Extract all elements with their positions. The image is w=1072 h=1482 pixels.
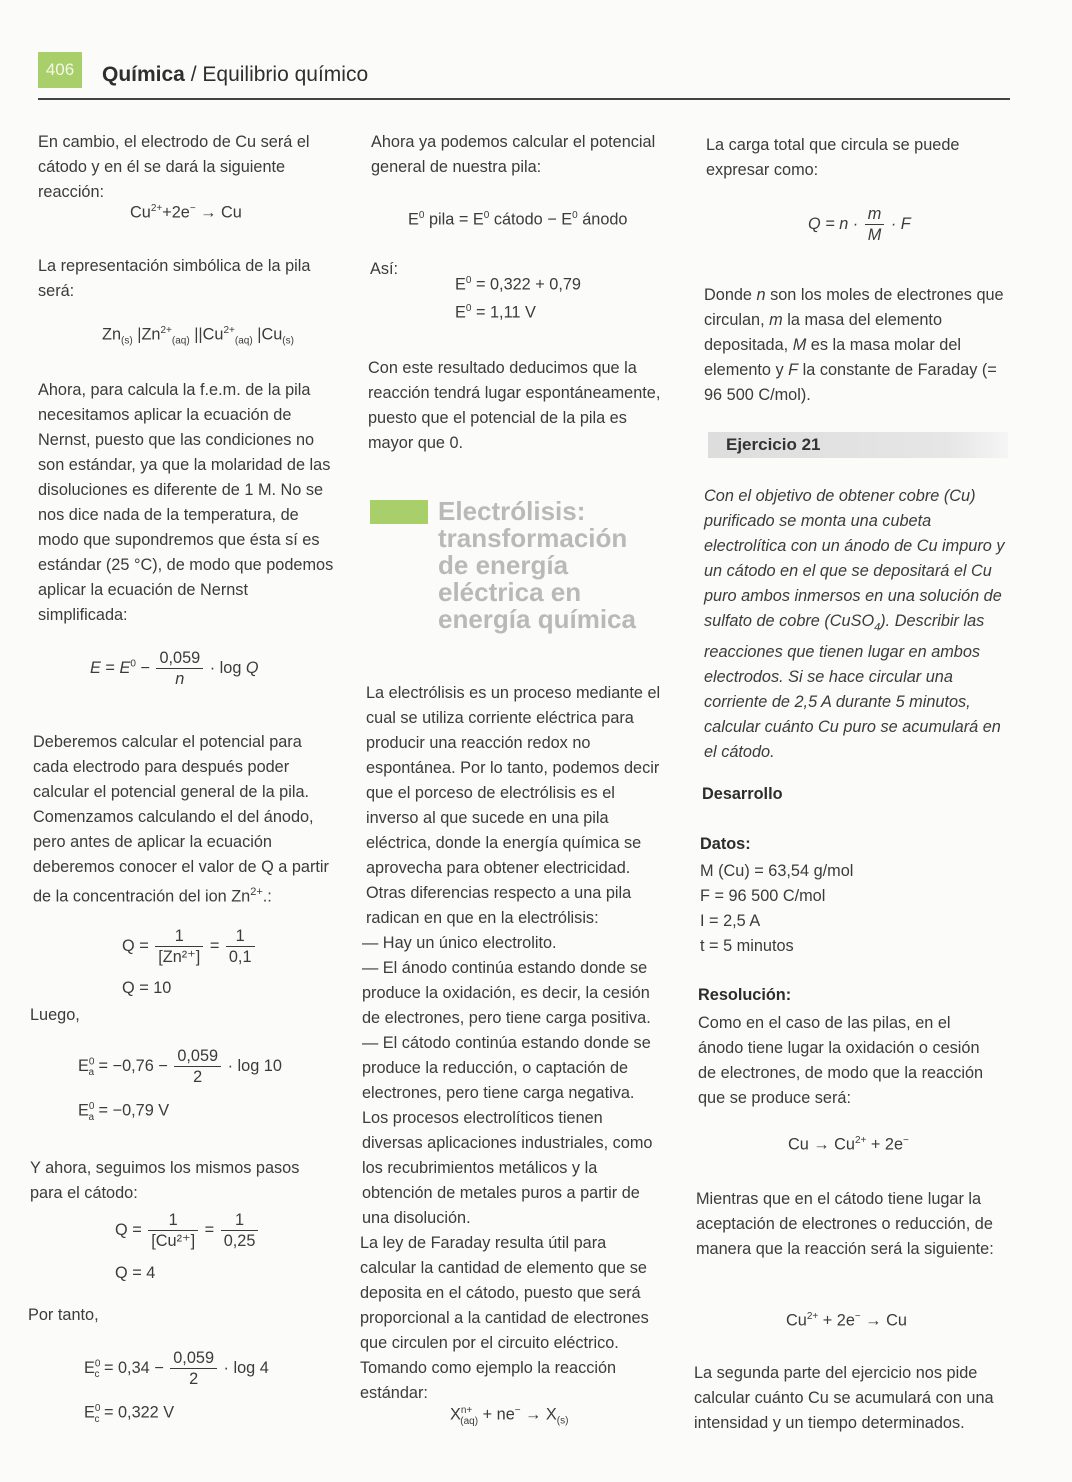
bullet-3: — El cátodo continúa estando donde se produce la reducción, o captación de electrones, pero tiene carga negativa. bbox=[362, 1034, 651, 1102]
col3-paragraph-1: La carga total que circula se puede expresar como: bbox=[706, 136, 960, 179]
col2-paragraph-2: Con este resultado deducimos que la reacción tendrá lugar espontáneamente, puesto que el potencial de la pila es mayor que 0. bbox=[368, 359, 661, 452]
section-title-line: Electrólisis: bbox=[438, 496, 586, 526]
exercise-statement: Con el objetivo de obtener cobre (Cu) purificado se monta una cubeta electrolítica con un ánodo de Cu impuro y un cátodo en el que se depositará el Cu puro ambos inmersos en una solución de sulfato de cobre (CuSO$_4$). Describir las reacciones que tienen lugar en ambos electrodos. Si se hace circular una corriente de 2,5 A durante 5 minutos, calcular cuánto Cu puro se acumulará en el cátodo. bbox=[704, 487, 1005, 762]
col3-resolution-3: La segunda parte del ejercicio nos pide calcular cuánto Cu se acumulará con una intensidad y un tiempo determinados. bbox=[694, 1364, 994, 1432]
data-current: I = 2,5 A bbox=[700, 912, 761, 930]
section-marker bbox=[370, 500, 428, 524]
data-molar-mass: M (Cu) = 63,54 g/mol bbox=[700, 862, 854, 880]
anode-reaction-eq: $Cu \to Cu^{2+} + 2e^-$ bbox=[788, 1135, 909, 1154]
header-rule bbox=[38, 98, 1010, 100]
cell-notation-eq: $Zn_{(s)}$ $|Zn^{2+}_{(aq)}$ $||Cu^{2+}_{(aq)}$ $|Cu_{(s)}$ bbox=[102, 325, 294, 347]
col2-paragraph-3: La electrólisis es un proceso mediante el cual se utiliza corriente eléctrica para producir una reacción redox no espontánea. Por lo tanto, podemos decir que el porceso de electrólisis es el inverso al que sucede en una pila eléctrica, donde la energía química se aprovecha para obtener electricidad. bbox=[366, 684, 661, 877]
subject-label: Química bbox=[102, 63, 185, 86]
q-cathode-result: Q = 4 bbox=[115, 1264, 156, 1282]
q-anode-eq: Q = $\frac{1}{\text{[Zn²⁺]}}$ = $\frac{1}{0,1}$ bbox=[122, 926, 257, 967]
general-deposition-eq: $X^{n+}_{(aq)} + ne^- \to X_{(s)}$ bbox=[450, 1405, 569, 1427]
col1-paragraph-1: En cambio, el electrodo de Cu será el cátodo y en él se dará la siguiente reacción: bbox=[38, 133, 310, 201]
col1-paragraph-3: Ahora, para calcula la f.e.m. de la pila necesitamos aplicar la ecuación de Nernst, puesto que las condiciones no son estándar, ya que la molaridad de las disoluciones es diferente de 1 M. No se nos dice nada de la temperatura, de modo que supondremos que ésta sí es estándar (25 °C), de modo que podemos aplicar la ecuación de Nernst simplificada: bbox=[38, 381, 334, 624]
resolucion-heading: Resolución: bbox=[698, 986, 792, 1004]
nernst-equation: $E = E^0$ − $\frac{0,059}{n}$ · log Q bbox=[90, 649, 259, 688]
page-header-title bbox=[102, 63, 368, 87]
topic-label: Equilibrio químico bbox=[202, 63, 369, 86]
header-separator: / bbox=[184, 63, 203, 86]
bullet-1: — Hay un único electrolito. bbox=[362, 934, 557, 952]
col3-paragraph-2: Donde n son los moles de electrones que circulan, m la masa del elemento depositada, M es la masa molar del elemento y F la constante de Faraday (= 96 500 C/mol). bbox=[704, 286, 1004, 404]
datos-heading: Datos: bbox=[700, 835, 751, 853]
q-anode-result: Q = 10 bbox=[122, 979, 172, 997]
col2-paragraph-1: Ahora ya podemos calcular el potencial general de nuestra pila: bbox=[371, 133, 656, 176]
cathode-potential-result: $E^0_c = 0,322$ V bbox=[84, 1403, 175, 1425]
section-title-line: transformación bbox=[438, 523, 628, 553]
col1-paragraph-2: La representación simbólica de la pila será: bbox=[38, 257, 311, 300]
col1-paragraph-4: Deberemos calcular el potencial para cada electrodo para después poder calcular el potencial general de la pila. Comenzamos calculando el del ánodo, pero antes de aplicar la ecuación deberemos conocer el valor de Q a partir de la concentración del ion $Zn^{2+}$.: bbox=[33, 733, 329, 906]
cathode-potential-eq: $E^0_c = 0,34$ − $\frac{0,059}{2}$ · log 4 bbox=[84, 1349, 269, 1388]
exercise-title: Ejercicio 21 bbox=[726, 435, 821, 454]
charge-equation: Q = n · $\frac{m}{M}$ · F bbox=[808, 205, 911, 244]
bullet-2: — El ánodo continúa estando donde se produce la oxidación, es decir, la cesión de electrones, pero tiene carga positiva. bbox=[362, 959, 651, 1027]
cell-potential-definition: $E^0$ pila = $E^0$ cátodo − $E^0$ ánodo bbox=[408, 210, 628, 229]
cell-potential-result: $E^0 = 1,11$ V bbox=[455, 303, 536, 322]
col2-paragraph-6: La ley de Faraday resulta útil para calcular la cantidad de elemento que se deposita en el cátodo, puesto que será proporcional a la cantidad de electrones que circulen por el circuito eléctrico. Tomando como ejemplo la reacción estándar: bbox=[360, 1234, 649, 1402]
luego-label: Luego, bbox=[30, 1006, 80, 1024]
cathode-reaction-eq: $Cu^{2+}+2e^- \to Cu$ bbox=[130, 203, 242, 222]
anode-potential-result: $E^0_a = -0,79$ V bbox=[78, 1101, 170, 1123]
desarrollo-heading: Desarrollo bbox=[702, 785, 783, 803]
por-tanto-label: Por tanto, bbox=[28, 1306, 99, 1324]
asi-label: Así: bbox=[370, 260, 399, 278]
col3-resolution-1: Como en el caso de las pilas, en el ánodo tiene lugar la oxidación o cesión de electrones, de modo que la reacción que se produce será: bbox=[698, 1014, 984, 1107]
col1-paragraph-5: Y ahora, seguimos los mismos pasos para el cátodo: bbox=[30, 1159, 300, 1202]
q-cathode-eq: Q = $\frac{1}{\text{[Cu²⁺]}}$ = $\frac{1}{0,25}$ bbox=[115, 1210, 260, 1251]
cell-potential-sum: $E^0 = 0,322 + 0,79$ bbox=[455, 275, 581, 294]
cathode-reaction-eq-2: $Cu^{2+} + 2e^- \to Cu$ bbox=[786, 1311, 907, 1330]
anode-potential-eq: $E^0_a = -0,76$ − $\frac{0,059}{2}$ · log 10 bbox=[78, 1047, 282, 1086]
section-title-line: eléctrica en bbox=[438, 577, 582, 607]
section-title-line: de energía bbox=[438, 550, 569, 580]
data-time: t = 5 minutos bbox=[700, 937, 794, 955]
col2-paragraph-5: Los procesos electrolíticos tienen diversas aplicaciones industriales, como los recubrimientos metálicos y la obtención de metales puros a partir de una disolución. bbox=[362, 1109, 653, 1227]
section-title bbox=[438, 498, 668, 633]
col3-resolution-2: Mientras que en el cátodo tiene lugar la aceptación de electrones o reducción, de manera que la reacción será la siguiente: bbox=[696, 1190, 994, 1258]
data-faraday: F = 96 500 C/mol bbox=[700, 887, 826, 905]
col2-paragraph-4: Otras diferencias respecto a una pila radican en que en la electrólisis: bbox=[366, 884, 632, 927]
page-number: 406 bbox=[38, 52, 82, 88]
section-title-line: energía química bbox=[438, 604, 636, 634]
